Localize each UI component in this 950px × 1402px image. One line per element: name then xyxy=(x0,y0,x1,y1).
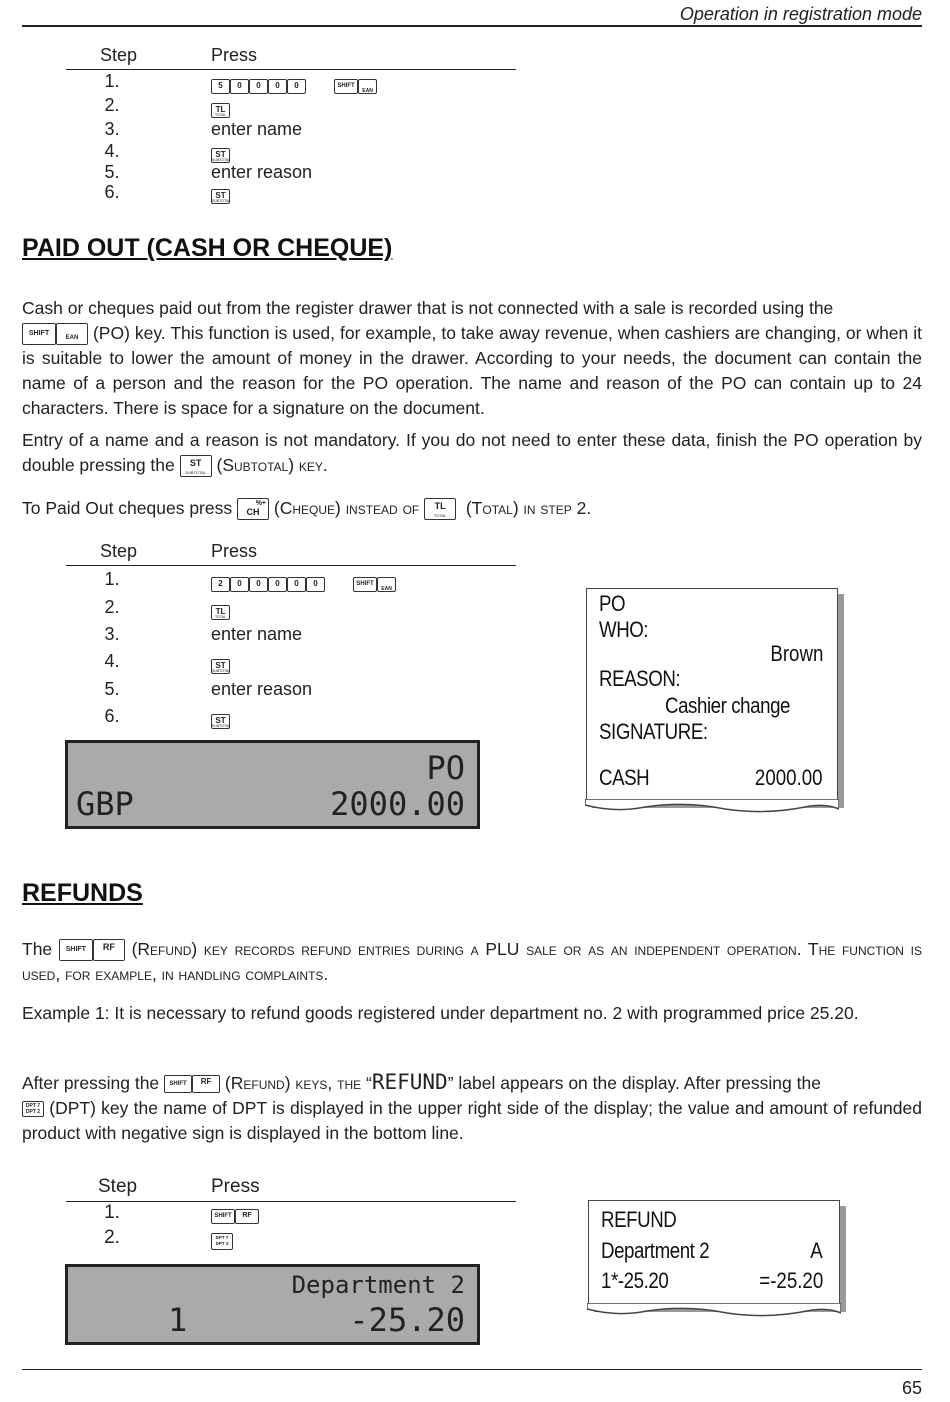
step-table-1 xyxy=(66,45,516,205)
paragraph: Entry of a name and a reason is not mandatory. If you do not need to enter these data, finish the PO operation by double pressing the ST SUBTOTAL (Subtotal) key. xyxy=(22,430,922,476)
table-row: 5. enter reason xyxy=(104,679,313,699)
st-key: ST SUBTOTAL xyxy=(212,715,231,728)
step-table-3 xyxy=(66,1176,516,1256)
page-number: 65 xyxy=(901,1378,922,1398)
table-row: 6. ST SUBTOTAL xyxy=(104,182,231,203)
st-key: ST SUBTOTAL xyxy=(180,455,212,477)
receipt-refund: REFUND Department 2 A 1*-25.20 =-25.20 xyxy=(588,1200,840,1306)
lcd-display-po: PO GBP 2000.00 xyxy=(65,740,480,829)
key-2: 2 xyxy=(211,577,230,592)
refund-key: RF xyxy=(192,1075,220,1093)
total-key: TL TOTAL xyxy=(424,498,456,520)
col-step: Step xyxy=(98,1176,138,1197)
shift-key: SHIFT xyxy=(334,79,358,94)
section-heading-refunds: REFUNDS xyxy=(22,879,143,907)
cheque-key: CH %+ xyxy=(237,498,269,520)
col-step: Step xyxy=(100,541,138,561)
paragraph: The SHIFT RF (Refund) key records refund entries during a PLU sale or as an independent operation. The function is used, for example, in handling complaints. xyxy=(22,939,922,984)
key-0: 0 xyxy=(268,79,287,94)
table-row: 2. TL TOTAL xyxy=(66,95,516,117)
ean-key: EAN xyxy=(377,577,396,592)
shift-key: SHIFT xyxy=(211,1209,235,1224)
refund-key: RF xyxy=(235,1209,259,1224)
st-key: ST SUBTOTAL xyxy=(212,149,231,162)
key-0: 0 xyxy=(287,79,306,94)
key-0: 0 xyxy=(268,577,287,592)
key-0: 0 xyxy=(230,577,249,592)
table-row: 1. 2 0 0 0 0 0 SHIFTEAN xyxy=(66,569,516,591)
section-heading-paid-out: PAID OUT (CASH OR CHEQUE) xyxy=(22,234,393,262)
table-row: 3. enter name xyxy=(104,624,303,644)
paragraph: Cash or cheques paid out from the register drawer that is not connected with a sale is recorded using the SHIFTEAN (PO) key. This function is used, for example, to take away revenue, when cashiers are changing, or when it is suitable to lower the amount of money in the drawer. According to your needs, the document can contain the name of a person and the reason for the PO operation. The name and reason of the PO can contain up to 24 characters. There is space for a signature on the document. xyxy=(22,298,922,418)
table-row: 4. ST SUBTOTAL xyxy=(104,141,231,162)
running-header: Operation in registration mode xyxy=(679,4,922,24)
table-row: 2. TL TOTAL xyxy=(66,597,516,619)
table-row: 6. ST SUBTOTAL xyxy=(104,706,231,728)
table-row: 4. ST SUBTOTAL xyxy=(104,651,231,673)
table-row: 1. SHIFT RF xyxy=(66,1202,516,1224)
paragraph: To Paid Out cheques press CH %+ (Cheque) instead of TL TOTAL (Total) in step 2. xyxy=(22,498,592,519)
key-0: 0 xyxy=(287,577,306,592)
col-press: Press xyxy=(211,541,258,561)
key-0: 0 xyxy=(230,79,249,94)
tl-key: TL TOTAL xyxy=(211,103,230,118)
lcd-display-refund: Department 2 1 -25.20 xyxy=(65,1264,480,1345)
table-row: 3. enter name xyxy=(104,119,303,139)
step-table-2 xyxy=(66,541,516,731)
header-rule xyxy=(22,25,922,27)
st-key: ST SUBTOTAL xyxy=(212,660,231,673)
torn-edge xyxy=(587,1303,841,1319)
dpt-key: DPT 7 DPT 2 xyxy=(22,1101,44,1117)
ean-key: EAN xyxy=(56,323,88,345)
shift-key: SHIFT xyxy=(164,1075,192,1093)
col-press: Press xyxy=(211,45,258,65)
col-step: Step xyxy=(100,45,138,65)
table-row: 2. DPT 7 DPT 2 xyxy=(66,1227,516,1249)
receipt-po: PO WHO: Brown REASON: Cashier change SIGNATURE: CASH 2000.00 xyxy=(586,588,838,802)
paragraph: After pressing the SHIFT RF (Refund) keys, the “REFUND” label appears on the display. After pressing the DPT 7 DPT 2 (DPT) key the name of DPT is displayed in the upper right side of the display; the value and amount of refunded product with negative sign is displayed in the bottom line. xyxy=(22,1070,922,1143)
st-key: ST SUBTOTAL xyxy=(212,190,231,203)
table-row: 5. enter reason xyxy=(104,162,313,182)
shift-key: SHIFT xyxy=(59,939,93,961)
ean-key: EAN xyxy=(358,79,377,94)
col-press: Press xyxy=(211,1176,260,1197)
key-0: 0 xyxy=(306,577,325,592)
table-row: 1. 5 0 0 0 0 SHIFTEAN xyxy=(66,71,516,93)
key-0: 0 xyxy=(249,79,268,94)
refund-key: RF xyxy=(93,939,125,961)
paragraph: Example 1: It is necessary to refund goods registered under department no. 2 with programmed price 25.20. xyxy=(22,1003,859,1023)
key-5: 5 xyxy=(211,79,230,94)
shift-key: SHIFT xyxy=(22,323,56,345)
key-0: 0 xyxy=(249,577,268,592)
shift-key: SHIFT xyxy=(353,577,377,592)
torn-edge xyxy=(585,799,839,815)
footer-rule xyxy=(22,1369,922,1370)
dpt-key: DPT 7 DPT 2 xyxy=(211,1233,233,1250)
tl-key: TL TOTAL xyxy=(211,605,230,620)
